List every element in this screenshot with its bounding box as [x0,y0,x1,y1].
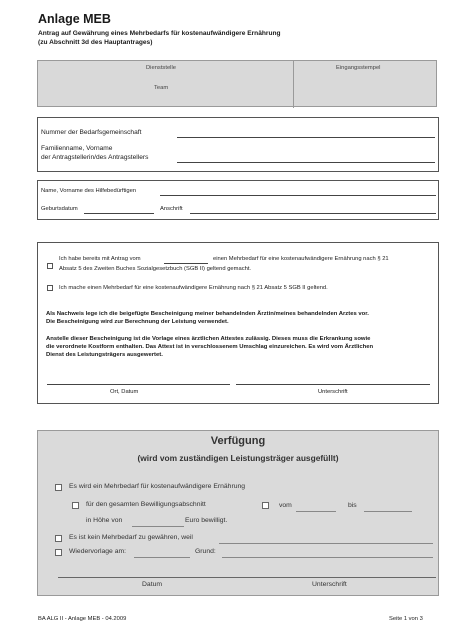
nummer-bg-label: Nummer der Bedarfsgemeinschaft [41,129,142,136]
gesamter-abschnitt-checkbox[interactable] [72,502,79,509]
antragsteller-name-field[interactable] [177,162,435,163]
kein-mehrbedarf-grund-field[interactable] [219,543,433,544]
page-subtitle: Antrag auf Gewährung eines Mehrbedarfs für kostenaufwändigere Ernährung [38,30,281,37]
anschrift-field[interactable] [190,213,436,214]
option1-text-part1: Ich habe bereits mit Antrag vom [59,256,141,262]
option-new-claim-checkbox[interactable] [47,285,53,291]
wiedervorlage-grund-field[interactable] [222,557,433,558]
hilfebeduerftiger-name-label: Name, Vorname des Hilfebedürftigen [41,188,137,194]
name-label-2: der Antragstellerin/des Antragstellers [41,154,149,161]
euro-bewilligt-label: Euro bewilligt. [185,517,228,524]
antrag-vom-field[interactable] [164,263,208,264]
bis-field[interactable] [364,511,412,512]
anschrift-label: Anschrift [160,206,183,212]
mehrbedarf-granted-checkbox[interactable] [55,484,62,491]
vom-field[interactable] [296,511,336,512]
hoehe-von-label: in Höhe von [86,517,123,524]
attest-line-2: die verordnete Kostform enthalten. Das Attest ist in verschlossenem Umschlag einzureichen. Es wird vom Ärztlichen [46,344,374,351]
team-label: Team [154,85,169,91]
geburtsdatum-field[interactable] [84,213,154,214]
signature-field[interactable] [236,384,430,385]
bis-label: bis [348,502,357,509]
page-subtitle-section: (zu Abschnitt 3d des Hauptantrages) [38,39,153,46]
person-box [37,180,439,220]
community-box [37,117,439,172]
unterschrift-label: Unterschrift [318,389,348,395]
footer-page-number: Seite 1 von 3 [389,616,423,622]
kein-mehrbedarf-checkbox[interactable] [55,535,62,542]
geburtsdatum-label: Geburtsdatum [41,206,78,212]
dienststelle-label: Dienststelle [146,65,176,71]
verfuegung-datum-field[interactable] [58,577,254,578]
verfuegung-box [37,430,439,596]
attest-line-3: Dienst des Leistungsträgers ausgewertet. [46,352,163,359]
betrag-field[interactable] [132,526,184,527]
verfuegung-unterschrift-label: Unterschrift [312,581,347,588]
page-title: Anlage MEB [38,12,111,26]
verfuegung-title: Verfügung [210,435,266,447]
request-box [37,242,439,404]
name-label-1: Familienname, Vorname [41,145,113,152]
option2-text: Ich mache einen Mehrbedarf für eine kostenaufwändigere Ernährung nach § 21 Absatz 5 SGB II geltend. [59,285,328,291]
eingangsstempel-label: Eingangsstempel [336,65,381,71]
ort-datum-label: Ort, Datum [110,389,139,395]
wiedervorlage-label: Wiedervorlage am: [69,548,127,555]
attest-line-1: Anstelle dieser Bescheinigung ist die Vorlage eines ärztlichen Attestes zulässig. Dieses muss die Erkrankung sowie [46,336,371,342]
footer-form-id: BA ALG II - Anlage MEB - 04.2009 [38,616,127,622]
option1-text-line2: Absatz 5 des Zweiten Buches Sozialgesetzbuch (SGB II) geltend gemacht. [59,266,252,272]
nachweis-line-1: Als Nachweis lege ich die beigefügte Bescheinigung meiner behandelnden Ärztin/meines behandelnden Arztes vor. [46,311,369,317]
wiedervorlage-date-field[interactable] [134,557,190,558]
vom-label: vom [279,502,292,509]
office-box-divider [293,61,294,108]
verfuegung-signature-field[interactable] [249,577,436,578]
ort-datum-field[interactable] [47,384,230,385]
nachweis-line-2: Die Bescheinigung wird zur Berechnung der Leistung verwendet. [46,319,229,326]
grund-label: Grund: [195,548,216,555]
zeitraum-checkbox[interactable] [262,502,269,509]
option1-text-part2: einen Mehrbedarf für eine kostenaufwändigere Ernährung nach § 21 [213,256,389,262]
attest-paragraph [46,335,438,360]
verfuegung-subtitle: (wird vom zuständigen Leistungsträger ausgefüllt) [137,453,339,463]
gesamter-abschnitt-label: für den gesamten Bewilligungsabschnitt [86,501,206,508]
verfuegung-datum-label: Datum [142,581,163,588]
mehrbedarf-granted-label: Es wird ein Mehrbedarf für kostenaufwändigere Ernährung [69,483,246,490]
option-previous-application-checkbox[interactable] [47,263,53,269]
hilfebeduerftiger-name-field[interactable] [160,195,436,196]
office-box [37,60,437,107]
nummer-bg-field[interactable] [177,137,435,138]
kein-mehrbedarf-label: Es ist kein Mehrbedarf zu gewähren, weil [69,534,193,541]
wiedervorlage-checkbox[interactable] [55,549,62,556]
nachweis-paragraph [46,310,438,326]
